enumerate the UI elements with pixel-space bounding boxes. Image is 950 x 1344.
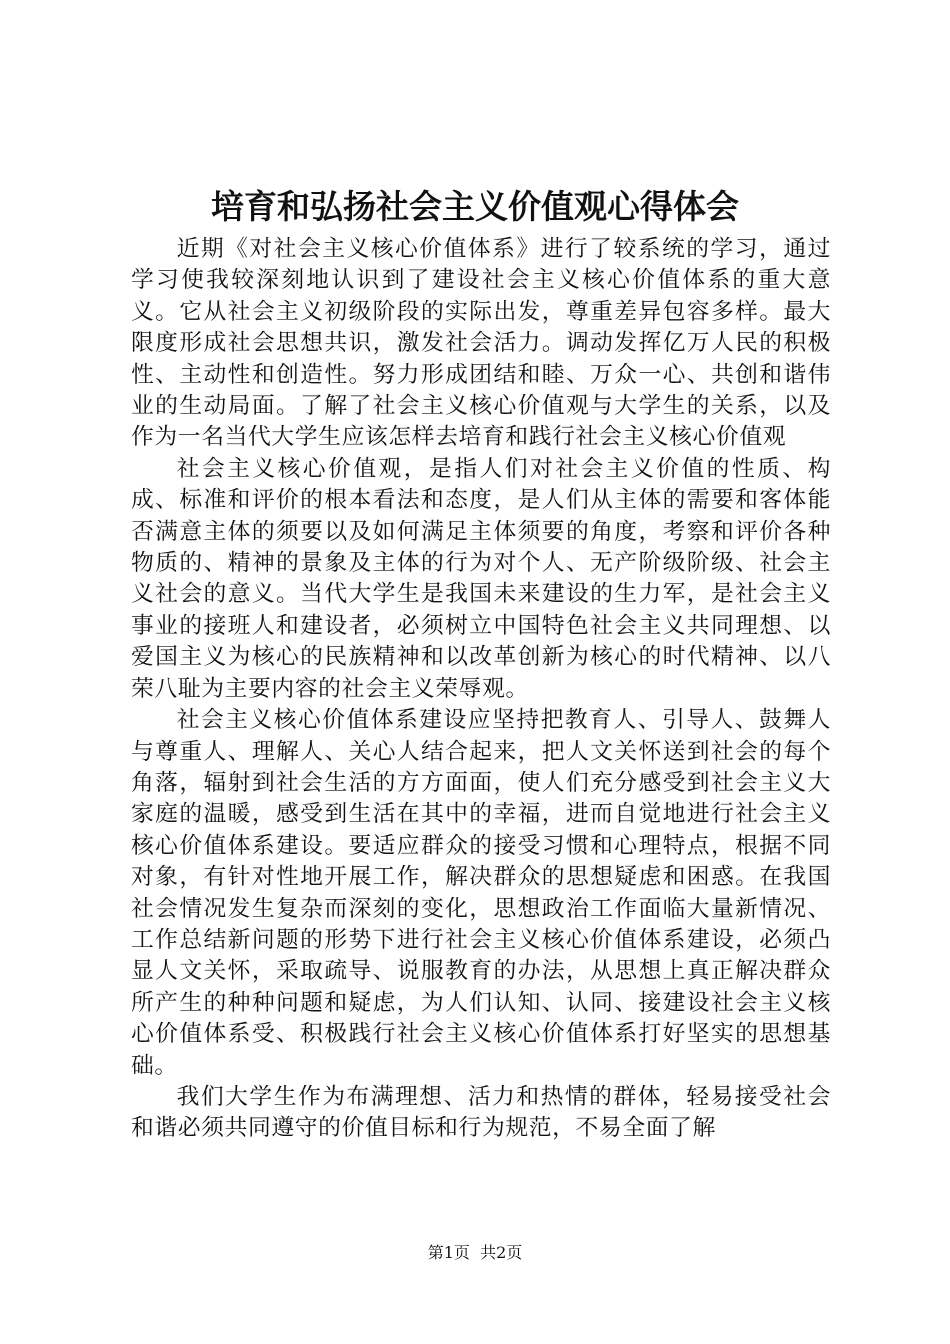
paragraph-4: 我们大学生作为布满理想、活力和热情的群体，轻易接受社会和谐必须共同遵守的价值目标和行为规范，不易全面了解 (131, 1083, 831, 1142)
page-number-mid: 页 共 (453, 1243, 497, 1262)
paragraph-2: 社会主义核心价值观，是指人们对社会主义价值的性质、构成、标准和评价的根本看法和态度，是人们从主体的需要和客体能否满意主体的须要以及如何满足主体须要的角度，考察和评价各种物质的、精神的景象及主体的行为对个人、无产阶级阶级、社会主义社会的意义。当代大学生是我国未来建设的生力军，是社会主义事业的接班人和建设者，必须树立中国特色社会主义共同理想、以爱国主义为核心的民族精神和以改革创新为核心的时代精神、以八荣八耻为主要内容的社会主义荣辱观。 (131, 455, 831, 702)
page-number-current: 1 (443, 1243, 454, 1262)
page-footer (0, 1242, 950, 1264)
page-number-prefix: 第 (427, 1243, 444, 1262)
document-title: 培育和弘扬社会主义价值观心得体会 (211, 187, 739, 226)
page-number-total: 2 (496, 1243, 507, 1262)
page-number-suffix: 页 (506, 1243, 523, 1262)
paragraph-1: 近期《对社会主义核心价值体系》进行了较系统的学习，通过学习使我较深刻地认识到了建设社会主义核心价值体系的重大意义。它从社会主义初级阶段的实际出发，尊重差异包容多样。最大限度形成社会思想共识，激发社会活力。调动发挥亿万人民的积极性、主动性和创造性。努力形成团结和睦、万众一心、共创和谐伟业的生动局面。了解了社会主义核心价值观与大学生的关系，以及作为一名当代大学生应该怎样去培育和践行社会主义核心价值观 (131, 236, 831, 451)
document-body (131, 234, 831, 1145)
paragraph-3: 社会主义核心价值体系建设应坚持把教育人、引导人、鼓舞人与尊重人、理解人、关心人结合起来，把人文关怀送到社会的每个角落，辐射到社会生活的方方面面，使人们充分感受到社会主义大家庭的温暖，感受到生活在其中的幸福，进而自觉地进行社会主义核心价值体系建设。要适应群众的接受习惯和心理特点，根据不同对象，有针对性地开展工作，解决群众的思想疑虑和困惑。在我国社会情况发生复杂而深刻的变化，思想政治工作面临大量新情况、工作总结新问题的形势下进行社会主义核心价值体系建设，必须凸显人文关怀，采取疏导、说服教育的办法，从思想上真正解决群众所产生的种种问题和疑虑，为人们认知、认同、接建设社会主义核心价值体系受、积极践行社会主义核心价值体系打好坚实的思想基础。 (131, 707, 831, 1079)
